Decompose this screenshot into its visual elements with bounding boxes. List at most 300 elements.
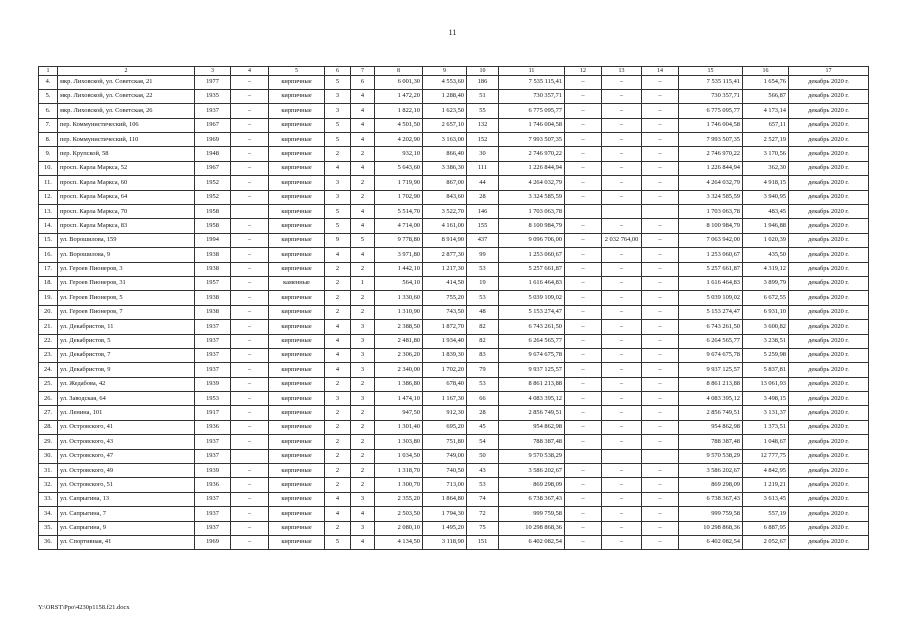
table-cell: 4 083 395,12	[679, 392, 743, 406]
table-row	[39, 133, 869, 147]
table-cell: 4	[351, 248, 375, 262]
table-cell: 79	[467, 363, 499, 377]
table-cell: 6 738 367,43	[499, 492, 565, 506]
table-cell: 1967	[195, 118, 231, 132]
table-cell: 6 672,55	[743, 291, 789, 305]
table-cell: декабрь 2020 г.	[789, 161, 869, 175]
table-cell: 36.	[39, 536, 58, 550]
table-cell: 730 357,71	[679, 89, 743, 103]
table-cell: 82	[467, 334, 499, 348]
table-cell: 4	[351, 536, 375, 550]
table-cell: 2 355,20	[375, 492, 423, 506]
address-cell: ул. Героев Пионеров, 7	[58, 305, 195, 319]
table-cell: 2	[325, 521, 351, 535]
table-cell: –	[231, 291, 269, 305]
table-cell: –	[602, 334, 642, 348]
table-cell: 2	[351, 176, 375, 190]
table-cell: 82	[467, 320, 499, 334]
table-cell: –	[565, 464, 602, 478]
table-cell: 3	[325, 392, 351, 406]
table-cell	[602, 205, 642, 219]
table-cell: 9 937 125,57	[499, 363, 565, 377]
table-cell: 13 061,93	[743, 377, 789, 391]
table-cell: кирпичные	[269, 334, 325, 348]
table-cell: кирпичные	[269, 392, 325, 406]
table-cell: 155	[467, 219, 499, 233]
table-cell: 6 743 261,50	[499, 320, 565, 334]
table-row	[39, 190, 869, 204]
address-cell: ул. Островского, 49	[58, 464, 195, 478]
table-cell: –	[565, 305, 602, 319]
column-number-cell: 7	[351, 67, 375, 76]
table-cell: –	[231, 406, 269, 420]
table-cell: 1 703 063,78	[679, 205, 743, 219]
table-cell: 6 743 261,50	[679, 320, 743, 334]
table-cell: –	[642, 420, 679, 434]
table-row	[39, 176, 869, 190]
table-cell: 1 386,80	[375, 377, 423, 391]
table-cell: 19	[467, 276, 499, 290]
table-cell: 1 048,67	[743, 435, 789, 449]
table-cell: 4	[325, 492, 351, 506]
table-cell: 1 616 464,83	[679, 276, 743, 290]
table-row	[39, 320, 869, 334]
table-cell: кирпичные	[269, 348, 325, 362]
address-cell: просп. Карла Маркса, 64	[58, 190, 195, 204]
table-cell: 1 822,10	[375, 104, 423, 118]
table-cell: 23.	[39, 348, 58, 362]
table-cell: –	[602, 464, 642, 478]
column-number-cell: 13	[602, 67, 642, 76]
table-cell: 1 253 060,67	[679, 248, 743, 262]
table-cell: 3	[351, 348, 375, 362]
table-cell: кирпичные	[269, 104, 325, 118]
table-cell: 3 522,70	[423, 205, 467, 219]
column-number-cell: 15	[679, 67, 743, 76]
table-cell: –	[231, 392, 269, 406]
table-cell: 2	[325, 377, 351, 391]
table-cell: –	[642, 305, 679, 319]
table-cell: –	[231, 334, 269, 348]
table-cell: 66	[467, 392, 499, 406]
table-cell: –	[642, 276, 679, 290]
table-cell: 2	[325, 276, 351, 290]
table-cell: декабрь 2020 г.	[789, 449, 869, 463]
table-cell: 35.	[39, 521, 58, 535]
table-cell: 152	[467, 133, 499, 147]
table-cell: –	[231, 348, 269, 362]
table-cell: –	[642, 492, 679, 506]
table-cell: –	[602, 536, 642, 550]
table-cell: 2 746 970,22	[679, 147, 743, 161]
table-cell: –	[642, 406, 679, 420]
table-cell: –	[231, 118, 269, 132]
table-cell: 4	[325, 248, 351, 262]
table-cell: 1 330,60	[375, 291, 423, 305]
table-cell: –	[642, 147, 679, 161]
table-cell: 2	[325, 291, 351, 305]
table-cell: 4 501,50	[375, 118, 423, 132]
table-cell: 1937	[195, 435, 231, 449]
table-cell: 954 862,98	[499, 420, 565, 434]
table-cell: 2	[325, 478, 351, 492]
table-cell: 730 357,71	[499, 89, 565, 103]
column-number-cell: 2	[58, 67, 195, 76]
table-cell: 5	[325, 133, 351, 147]
table-cell: 2 527,19	[743, 133, 789, 147]
table-cell: кирпичные	[269, 377, 325, 391]
table-cell: 1 703 063,78	[499, 205, 565, 219]
table-cell: 1958	[195, 205, 231, 219]
table-cell	[565, 205, 602, 219]
table-cell: –	[642, 507, 679, 521]
table-cell: 678,40	[423, 377, 467, 391]
table-cell: 4 134,50	[375, 536, 423, 550]
table-cell: 1938	[195, 262, 231, 276]
table-cell: 6 775 095,77	[499, 104, 565, 118]
table-cell: 6 001,30	[375, 75, 423, 89]
table-row	[39, 305, 869, 319]
table-cell: 14.	[39, 219, 58, 233]
table-cell: 7.	[39, 118, 58, 132]
table-cell: –	[231, 276, 269, 290]
table-cell: 2	[325, 305, 351, 319]
table-cell	[642, 449, 679, 463]
table-cell: –	[565, 392, 602, 406]
table-cell: 1 034,50	[375, 449, 423, 463]
table-cell: кирпичные	[269, 190, 325, 204]
table-cell: –	[642, 348, 679, 362]
table-cell: декабрь 2020 г.	[789, 190, 869, 204]
table-cell: –	[231, 219, 269, 233]
table-cell: 1936	[195, 420, 231, 434]
table-cell: декабрь 2020 г.	[789, 118, 869, 132]
table-cell: 99	[467, 248, 499, 262]
table-cell: 1 872,70	[423, 320, 467, 334]
table-cell: 9 096 706,00	[499, 233, 565, 247]
table-cell: –	[231, 262, 269, 276]
column-number-cell: 16	[743, 67, 789, 76]
table-cell: декабрь 2020 г.	[789, 420, 869, 434]
table-cell: 2	[351, 449, 375, 463]
table-cell: 5 039 109,02	[499, 291, 565, 305]
table-cell: кирпичные	[269, 133, 325, 147]
table-cell: 751,80	[423, 435, 467, 449]
table-cell: 1 472,20	[375, 89, 423, 103]
column-number-cell: 14	[642, 67, 679, 76]
table-cell: 5 259,98	[743, 348, 789, 362]
table-cell: –	[602, 492, 642, 506]
table-cell: 53	[467, 291, 499, 305]
table-cell: декабрь 2020 г.	[789, 435, 869, 449]
address-cell: ул. Жедабова, 42	[58, 377, 195, 391]
table-cell: 3 940,95	[743, 190, 789, 204]
address-cell: ул. Островского, 41	[58, 420, 195, 434]
table-cell: 4	[325, 363, 351, 377]
table-cell: декабрь 2020 г.	[789, 363, 869, 377]
table-cell: 9 570 538,29	[499, 449, 565, 463]
table-cell: –	[602, 219, 642, 233]
table-cell: 3	[351, 521, 375, 535]
table-cell: 1958	[195, 219, 231, 233]
table-cell: 13.	[39, 205, 58, 219]
table-cell	[642, 205, 679, 219]
table-cell: –	[565, 89, 602, 103]
table-cell: 5	[325, 536, 351, 550]
table-cell: 8 861 213,88	[499, 377, 565, 391]
table-cell: 713,00	[423, 478, 467, 492]
table-cell: 566,87	[743, 89, 789, 103]
table-cell: кирпичные	[269, 147, 325, 161]
table-cell: 9 674 675,78	[499, 348, 565, 362]
table-row	[39, 291, 869, 305]
table-cell: 1917	[195, 406, 231, 420]
table-cell: –	[642, 464, 679, 478]
table-cell: –	[642, 190, 679, 204]
table-cell: 44	[467, 176, 499, 190]
table-cell: 999 759,58	[499, 507, 565, 521]
table-cell: –	[565, 161, 602, 175]
table-cell: 83	[467, 348, 499, 362]
table-cell: 869 298,09	[499, 478, 565, 492]
table-cell: 3 386,30	[423, 161, 467, 175]
table-row	[39, 392, 869, 406]
column-number-cell: 12	[565, 67, 602, 76]
table-cell: 999 759,58	[679, 507, 743, 521]
table-cell: 1	[351, 276, 375, 290]
table-cell: –	[231, 104, 269, 118]
table-cell: 22.	[39, 334, 58, 348]
table-cell: 4 319,12	[743, 262, 789, 276]
table-cell: 1994	[195, 233, 231, 247]
table-cell: 4	[325, 334, 351, 348]
table-cell: 24.	[39, 363, 58, 377]
table-cell: декабрь 2020 г.	[789, 75, 869, 89]
table-cell: 5	[325, 219, 351, 233]
address-cell: просп. Карла Маркса, 60	[58, 176, 195, 190]
table-cell: 5 643,60	[375, 161, 423, 175]
table-cell: –	[642, 89, 679, 103]
table-cell: 30.	[39, 449, 58, 463]
table-cell: кирпичные	[269, 521, 325, 535]
table-cell: 3 324 585,59	[679, 190, 743, 204]
table-cell: –	[231, 190, 269, 204]
table-cell: 3 586 202,67	[499, 464, 565, 478]
table-row	[39, 89, 869, 103]
table-row	[39, 219, 869, 233]
table-cell: –	[602, 147, 642, 161]
table-cell: 1 616 464,83	[499, 276, 565, 290]
table-cell: 3 586 202,67	[679, 464, 743, 478]
address-cell: ул. Ленина, 101	[58, 406, 195, 420]
table-cell: –	[642, 363, 679, 377]
table-cell: –	[642, 334, 679, 348]
address-cell: ул. Ворошилова, 159	[58, 233, 195, 247]
table-cell: –	[565, 348, 602, 362]
table-cell: –	[602, 248, 642, 262]
table-cell: –	[642, 219, 679, 233]
housing-repair-table	[38, 66, 869, 550]
table-cell: 132	[467, 118, 499, 132]
table-cell: 75	[467, 521, 499, 535]
table-cell: кирпичные	[269, 449, 325, 463]
column-number-row	[39, 67, 869, 76]
table-cell: декабрь 2020 г.	[789, 536, 869, 550]
table-cell: 5	[325, 118, 351, 132]
table-cell: 1937	[195, 334, 231, 348]
table-cell: –	[642, 233, 679, 247]
table-cell: 866,40	[423, 147, 467, 161]
address-cell: просп. Карла Маркса, 52	[58, 161, 195, 175]
table-cell: –	[231, 521, 269, 535]
table-cell: 3 971,80	[375, 248, 423, 262]
table-cell: 45	[467, 420, 499, 434]
table-cell: –	[565, 320, 602, 334]
table-cell: 743,50	[423, 305, 467, 319]
table-cell: кирпичные	[269, 75, 325, 89]
column-number-cell: 3	[195, 67, 231, 76]
table-cell: 12.	[39, 190, 58, 204]
column-number-cell: 5	[269, 67, 325, 76]
table-cell: 4 714,00	[375, 219, 423, 233]
address-cell: ул. Заводская, 64	[58, 392, 195, 406]
table-cell: 1 226 844,94	[679, 161, 743, 175]
table-cell: 2 340,00	[375, 363, 423, 377]
table-cell: –	[231, 363, 269, 377]
table-cell: 749,00	[423, 449, 467, 463]
table-row	[39, 536, 869, 550]
footer-file-path: Y:\ORST\Ppo\4230p1158.f21.docx	[38, 604, 130, 611]
table-cell: 362,30	[743, 161, 789, 175]
table-cell: –	[602, 133, 642, 147]
table-row	[39, 205, 869, 219]
table-cell: 28	[467, 406, 499, 420]
table-cell: 5	[325, 205, 351, 219]
table-cell: 1937	[195, 449, 231, 463]
table-cell: 1952	[195, 190, 231, 204]
table-cell: –	[231, 161, 269, 175]
table-cell: –	[231, 176, 269, 190]
table-cell: –	[565, 435, 602, 449]
table-cell: 8 100 984,79	[499, 219, 565, 233]
table-cell: –	[231, 377, 269, 391]
table-cell: 2	[325, 435, 351, 449]
table-cell: 5 257 661,87	[499, 262, 565, 276]
table-cell: 54	[467, 435, 499, 449]
table-cell: 9 778,80	[375, 233, 423, 247]
table-cell: 3 163,00	[423, 133, 467, 147]
table-cell: 4 161,00	[423, 219, 467, 233]
table-cell: 12 777,75	[743, 449, 789, 463]
table-cell: 4	[325, 507, 351, 521]
table-cell: 74	[467, 492, 499, 506]
table-cell: –	[642, 291, 679, 305]
table-cell: 8 861 213,88	[679, 377, 743, 391]
address-cell: ул. Героев Пионеров, 5	[58, 291, 195, 305]
table-cell: декабрь 2020 г.	[789, 305, 869, 319]
table-cell: –	[642, 320, 679, 334]
table-cell: 15.	[39, 233, 58, 247]
table-cell: 10 298 868,36	[679, 521, 743, 535]
table-cell: 2	[351, 435, 375, 449]
table-cell: 695,20	[423, 420, 467, 434]
table-cell: 437	[467, 233, 499, 247]
table-cell: кирпичные	[269, 291, 325, 305]
page-number: 11	[448, 28, 457, 37]
table-cell: 25.	[39, 377, 58, 391]
table-cell: 1 373,51	[743, 420, 789, 434]
table-cell: –	[231, 305, 269, 319]
address-cell: ул. Островского, 43	[58, 435, 195, 449]
table-cell: –	[602, 118, 642, 132]
table-cell: декабрь 2020 г.	[789, 262, 869, 276]
table-row	[39, 363, 869, 377]
table-cell: 1 226 844,94	[499, 161, 565, 175]
table-cell: декабрь 2020 г.	[789, 89, 869, 103]
table-cell: 32.	[39, 478, 58, 492]
table-cell: 1937	[195, 521, 231, 535]
table-cell: 1937	[195, 363, 231, 377]
table-cell: 6 402 082,54	[679, 536, 743, 550]
table-cell: 27.	[39, 406, 58, 420]
table-cell: кирпичные	[269, 219, 325, 233]
table-row	[39, 334, 869, 348]
table-cell: –	[565, 133, 602, 147]
table-cell: –	[231, 464, 269, 478]
table-cell: декабрь 2020 г.	[789, 478, 869, 492]
table-cell: 3	[325, 89, 351, 103]
table-cell: 20.	[39, 305, 58, 319]
table-cell: 1 623,50	[423, 104, 467, 118]
table-cell: –	[565, 176, 602, 190]
table-cell: декабрь 2020 г.	[789, 205, 869, 219]
table-cell: 31.	[39, 464, 58, 478]
table-cell: 21.	[39, 320, 58, 334]
table-cell: –	[602, 521, 642, 535]
table-cell: 53	[467, 262, 499, 276]
table-cell: 43	[467, 464, 499, 478]
column-number-cell: 10	[467, 67, 499, 76]
table-cell: 1 719,90	[375, 176, 423, 190]
table-cell: 3	[351, 320, 375, 334]
table-cell: кирпичные	[269, 233, 325, 247]
table-cell: 1937	[195, 320, 231, 334]
table-cell: 4	[351, 507, 375, 521]
table-cell: 186	[467, 75, 499, 89]
table-cell: 2 657,10	[423, 118, 467, 132]
table-cell: –	[565, 363, 602, 377]
table-cell	[231, 449, 269, 463]
address-cell: пер. Крупской, 58	[58, 147, 195, 161]
table-cell: –	[565, 147, 602, 161]
table-cell: 788 387,48	[679, 435, 743, 449]
table-cell: 9 937 125,57	[679, 363, 743, 377]
table-cell: –	[231, 478, 269, 492]
table-cell: 1948	[195, 147, 231, 161]
table-cell: 3 131,37	[743, 406, 789, 420]
table-cell: 4	[351, 104, 375, 118]
table-cell: –	[231, 147, 269, 161]
table-cell: –	[602, 348, 642, 362]
table-cell: 5 153 274,47	[679, 305, 743, 319]
table-cell: –	[602, 392, 642, 406]
table-cell: 10 298 868,36	[499, 521, 565, 535]
table-cell: 4	[325, 320, 351, 334]
table-cell: –	[642, 104, 679, 118]
table-cell: декабрь 2020 г.	[789, 276, 869, 290]
table-cell: 4 083 395,12	[499, 392, 565, 406]
table-cell: декабрь 2020 г.	[789, 377, 869, 391]
